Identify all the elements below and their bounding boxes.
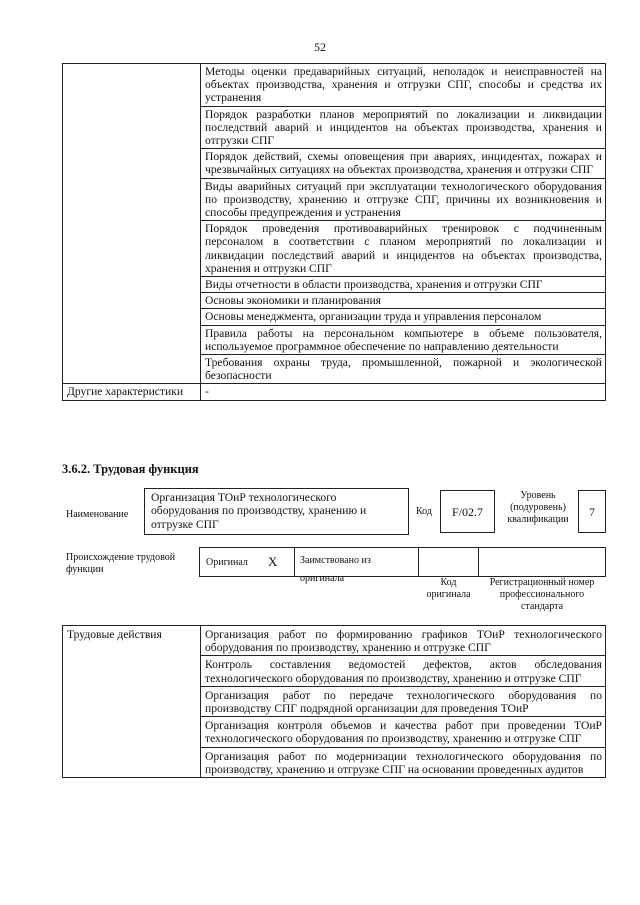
function-name: Организация ТОиР технологического оборудования по производству, хранению и отгрузке СПГ bbox=[144, 488, 409, 535]
original-cell bbox=[199, 547, 295, 577]
knowledge-item: Правила работы на персональном компьютере в объеме пользователя, используемое программное обеспечение по направлению деятельности bbox=[201, 325, 606, 354]
labor-actions-table bbox=[62, 625, 606, 778]
knowledge-item: Основы экономики и планирования bbox=[201, 293, 606, 309]
knowledge-item: Порядок проведения противоаварийных тренировок с подчиненным персоналом в соответствии с планом мероприятий по локализации и ликвидации последствий аварий и инцидентов на объектах производства, хранения и отгрузки СПГ bbox=[201, 221, 606, 277]
name-label: Наименование bbox=[66, 509, 129, 520]
knowledge-item: Виды отчетности в области производства, хранения и отгрузки СПГ bbox=[201, 277, 606, 293]
level-label: Уровень (подуровень) квалификации bbox=[507, 490, 569, 525]
table-row bbox=[63, 384, 606, 400]
knowledge-item: Требования охраны труда, промышленной, пожарной и экологической безопасности bbox=[201, 355, 606, 384]
section-heading: 3.6.2. Трудовая функция bbox=[62, 462, 199, 476]
reg-number-caption: Регистрационный номер профессионального стандарта bbox=[489, 577, 595, 612]
function-code: F/02.7 bbox=[440, 490, 495, 533]
labor-action-item: Организация контроля объемов и качества работ при проведении ТОиР технологического оборудования по производству, хранению и отгрузке СПГ bbox=[201, 717, 606, 747]
qualification-level: 7 bbox=[578, 490, 606, 533]
original-code-caption: Код оригинала bbox=[426, 577, 471, 600]
code-label: Код bbox=[416, 506, 432, 517]
borrowed-cell bbox=[294, 547, 419, 584]
knowledge-item: Порядок действий, схемы оповещения при авариях, инцидентах, пожарах и чрезвычайных ситуациях на объектах производства, хранения и отгрузки СПГ bbox=[201, 149, 606, 178]
knowledge-table bbox=[62, 63, 606, 401]
other-characteristics-value: - bbox=[201, 384, 606, 400]
labor-action-item: Организация работ по формированию графиков ТОиР технологического оборудования по производству, хранению и отгрузке СПГ bbox=[201, 626, 606, 656]
page-number: 52 bbox=[314, 40, 326, 54]
table-row bbox=[63, 626, 606, 656]
empty-label-cell bbox=[63, 64, 201, 384]
knowledge-item: Основы менеджмента, организации труда и управления персоналом bbox=[201, 309, 606, 325]
table-row bbox=[63, 64, 606, 107]
original-code-cell bbox=[418, 547, 479, 577]
labor-action-item: Контроль составления ведомостей дефектов, актов обследования технологического оборудования по производству, хранению и отгрузке СПГ bbox=[201, 656, 606, 686]
knowledge-item: Методы оценки предаварийных ситуаций, неполадок и неисправностей на объектах производства, хранения и отгрузки СПГ, способы и средства их устранения bbox=[201, 64, 606, 107]
labor-action-item: Организация работ по модернизации технологического оборудования по производству, хранению и отгрузке СПГ на основании проведенных аудитов bbox=[201, 747, 606, 777]
borrowed-label: Заимствовано из оригинала bbox=[300, 555, 371, 584]
original-mark: X bbox=[268, 554, 278, 569]
labor-action-item: Организация работ по передаче технологического оборудования по производству СПГ подрядной организации для проведения ТОиР bbox=[201, 686, 606, 716]
knowledge-item: Порядок разработки планов мероприятий по локализации и ликвидации последствий аварий и инцидентов на объектах производства, хранения и отгрузки СПГ bbox=[201, 106, 606, 149]
original-label: Оригинал bbox=[206, 557, 248, 568]
knowledge-item: Виды аварийных ситуаций при эксплуатации технологического оборудования по производству, хранению и отгрузке СПГ, причины их возникновения и способы предупреждения и устранения bbox=[201, 178, 606, 221]
labor-actions-label: Трудовые действия bbox=[63, 626, 201, 778]
origin-label: Происхождение трудовой функции bbox=[66, 552, 176, 575]
other-characteristics-label: Другие характеристики bbox=[63, 384, 201, 400]
reg-number-cell bbox=[478, 547, 606, 577]
